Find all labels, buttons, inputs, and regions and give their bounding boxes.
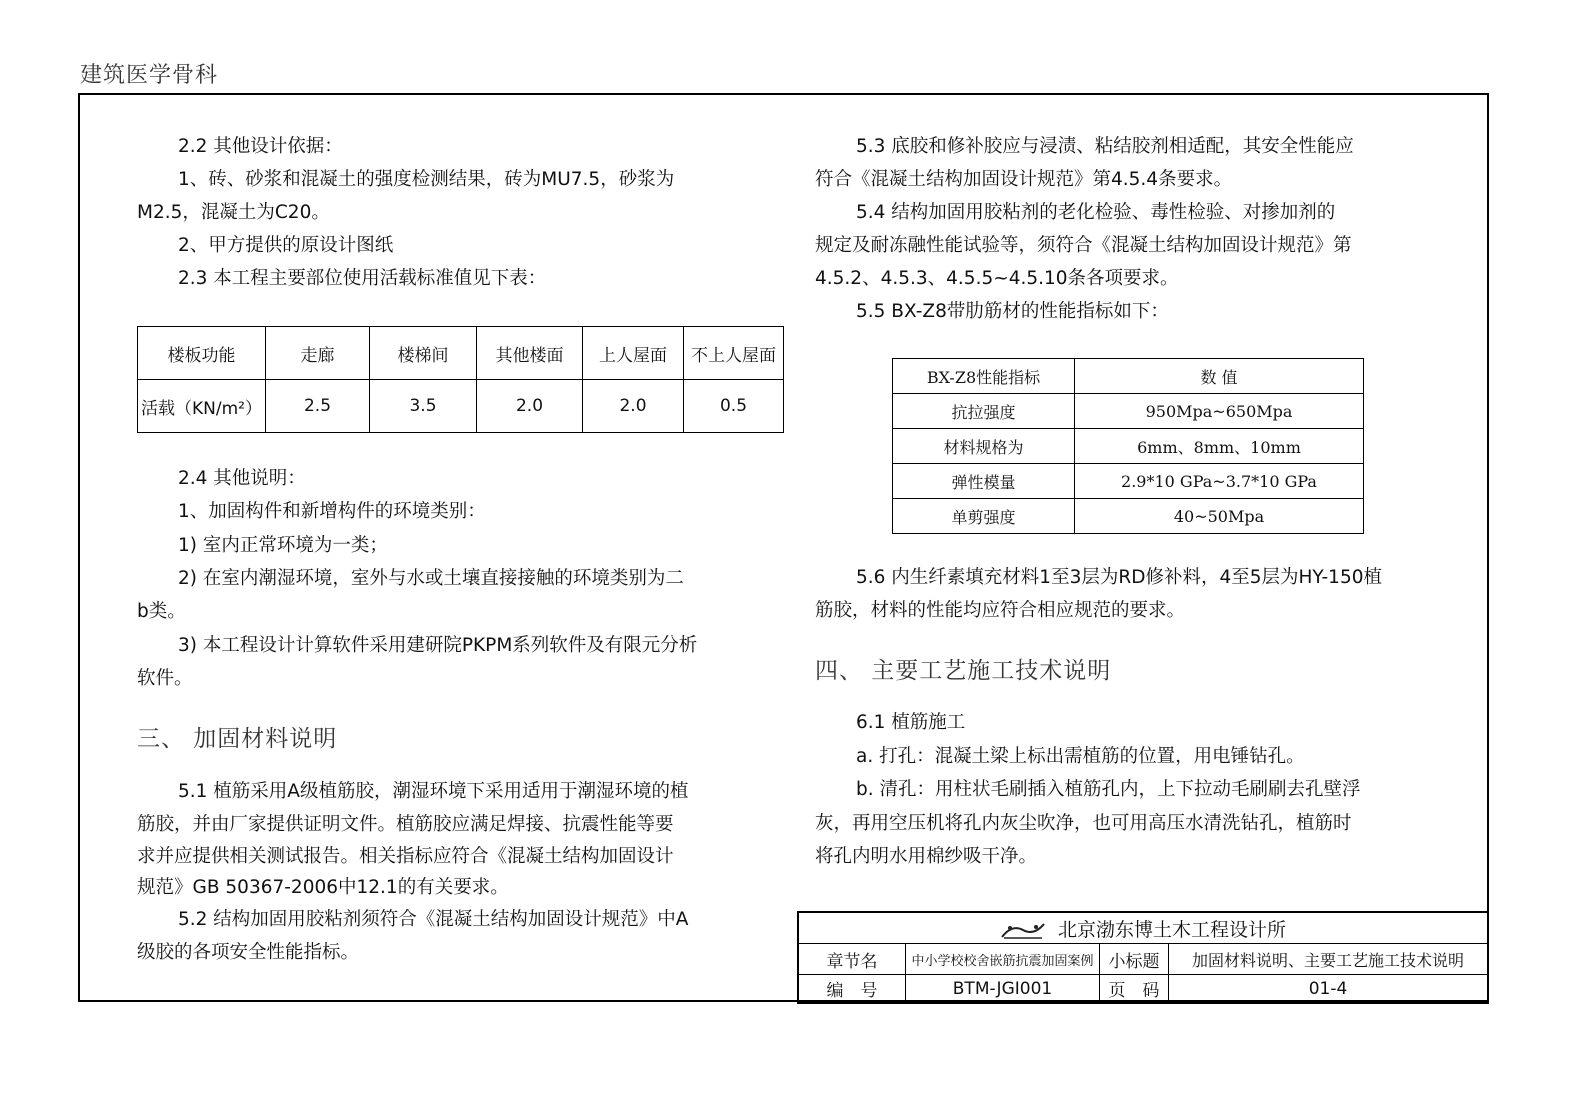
table-cell: 2.0 [583, 380, 684, 433]
section-2-2-title: 2.2 其他设计依据： [178, 136, 343, 157]
table-header-cell: 楼梯间 [370, 327, 477, 380]
company-name: 北京渤东博土木工程设计所 [1057, 918, 1286, 941]
load-table [137, 326, 784, 433]
code-value: BTM-JGI001 [906, 975, 1100, 1004]
paragraph-line: 规范》GB 50367-2006中12.1的有关要求。 [137, 877, 509, 898]
section-2-3-title: 2.3 本工程主要部位使用活载标准值见下表： [178, 268, 547, 289]
heading-section-4: 四、 主要工艺施工技术说明 [815, 658, 1112, 684]
paragraph-line: 求并应提供相关测试报告。相关指标应符合《混凝土结构加固设计 [137, 846, 674, 867]
table-cell: 抗拉强度 [893, 394, 1075, 429]
paragraph-line: 5.4 结构加固用胶粘剂的老化检验、毒性检验、对掺加剂的 [856, 202, 1336, 223]
section-2-4-title: 2.4 其他说明： [178, 468, 306, 489]
page-label: 页 码 [1100, 975, 1169, 1004]
table-cell: 40~50Mpa [1075, 499, 1364, 534]
table-cell: 材料规格为 [893, 429, 1075, 464]
table-cell: 3.5 [370, 380, 477, 433]
table-cell: 0.5 [684, 380, 784, 433]
paragraph-line: 5.2 结构加固用胶粘剂须符合《混凝土结构加固设计规范》中A [178, 909, 689, 930]
table-row [138, 380, 784, 433]
paragraph-line: 1、砖、砂浆和混凝土的强度检测结果，砖为MU7.5，砂浆为 [178, 169, 675, 190]
table-cell: 2.5 [266, 380, 370, 433]
title-block-chapter-row [798, 944, 1488, 975]
table-header-cell: 上人屋面 [583, 327, 684, 380]
table-row [893, 429, 1364, 464]
paragraph-line: 灰，再用空压机将孔内灰尘吹净，也可用高压水清洗钻孔，植筋时 [815, 813, 1352, 834]
paragraph-line: 将孔内明水用棉纱吸干净。 [815, 846, 1038, 867]
table-row [138, 327, 784, 380]
table-header-cell: 楼板功能 [138, 327, 266, 380]
paragraph-line: 级胶的各项安全性能指标。 [137, 942, 360, 963]
title-block-code-row [798, 975, 1488, 1004]
table-row [893, 394, 1364, 429]
table-header-cell: 不上人屋面 [684, 327, 784, 380]
paragraph-line: 5.6 内生纤素填充材料1至3层为RD修补料，4至5层为HY-150植 [856, 567, 1382, 588]
section-6-1-title: 6.1 植筋施工 [856, 712, 966, 733]
paragraph-line: 1、加固构件和新增构件的环境类别： [178, 501, 486, 522]
table-row [893, 359, 1364, 394]
title-block-company-row [798, 912, 1488, 944]
paragraph-line: 5.3 底胶和修补胶应与浸渍、粘结胶剂相适配，其安全性能应 [856, 136, 1354, 157]
heading-section-3: 三、 加固材料说明 [137, 726, 338, 752]
table-cell: 950Mpa~650Mpa [1075, 394, 1364, 429]
paragraph-line: 符合《混凝土结构加固设计规范》第4.5.4条要求。 [815, 169, 1233, 190]
paragraph-line: 筋胶，并由厂家提供证明文件。植筋胶应满足焊接、抗震性能等要 [137, 814, 674, 835]
paragraph-line: a. 打孔：混凝土梁上标出需植筋的位置，用电锤钻孔。 [856, 746, 1305, 767]
paragraph-line: 4.5.2、4.5.3、4.5.5~4.5.10条各项要求。 [815, 268, 1179, 289]
header-brand: 建筑医学骨科 [80, 63, 219, 88]
paragraph-line: 3) 本工程设计计算软件采用建研院PKPM系列软件及有限元分析 [178, 635, 698, 656]
paragraph-line: M2.5，混凝土为C20。 [137, 202, 330, 223]
paragraph-line: 2) 在室内潮湿环境，室外与水或土壤直接接触的环境类别为二 [178, 568, 684, 589]
subtitle-value: 加固材料说明、主要工艺施工技术说明 [1169, 944, 1489, 975]
table-header-cell: BX-Z8性能指标 [893, 359, 1075, 394]
table-cell: 2.9*10 GPa~3.7*10 GPa [1075, 464, 1364, 499]
title-block [797, 911, 1489, 1004]
paragraph-line: 5.5 BX-Z8带肋筋材的性能指标如下： [856, 301, 1169, 322]
table-cell: 6mm、8mm、10mm [1075, 429, 1364, 464]
paragraph-line: 5.1 植筋采用A级植筋胶，潮湿环境下采用适用于潮湿环境的植 [178, 781, 689, 802]
page-value: 01-4 [1169, 975, 1489, 1004]
paragraph-line: 2、甲方提供的原设计图纸 [178, 235, 394, 256]
paragraph-line: 软件。 [137, 668, 193, 689]
table-cell: 单剪强度 [893, 499, 1075, 534]
table-cell: 活载（KN/m²） [138, 380, 266, 433]
company-logo-icon [1000, 920, 1046, 940]
table-row [893, 464, 1364, 499]
code-label: 编 号 [798, 975, 906, 1004]
table-header-cell: 走廊 [266, 327, 370, 380]
table-header-cell: 数 值 [1075, 359, 1364, 394]
chapter-value: 中小学校校舍嵌筋抗震加固案例 [906, 944, 1100, 975]
table-cell: 弹性模量 [893, 464, 1075, 499]
paragraph-line: 筋胶，材料的性能均应符合相应规范的要求。 [815, 600, 1186, 621]
company-cell [798, 912, 1488, 944]
table-cell: 2.0 [477, 380, 583, 433]
subtitle-label: 小标题 [1100, 944, 1169, 975]
paragraph-line: b类。 [137, 601, 186, 622]
paragraph-line: 1) 室内正常环境为一类； [178, 535, 388, 556]
paragraph-line: 规定及耐冻融性能试验等，须符合《混凝土结构加固设计规范》第 [815, 235, 1352, 256]
table-header-cell: 其他楼面 [477, 327, 583, 380]
paragraph-line: b. 清孔：用柱状毛刷插入植筋孔内，上下拉动毛刷刷去孔壁浮 [856, 779, 1361, 800]
table-row [893, 499, 1364, 534]
bx-z8-property-table [892, 358, 1364, 534]
chapter-label: 章节名 [798, 944, 906, 975]
